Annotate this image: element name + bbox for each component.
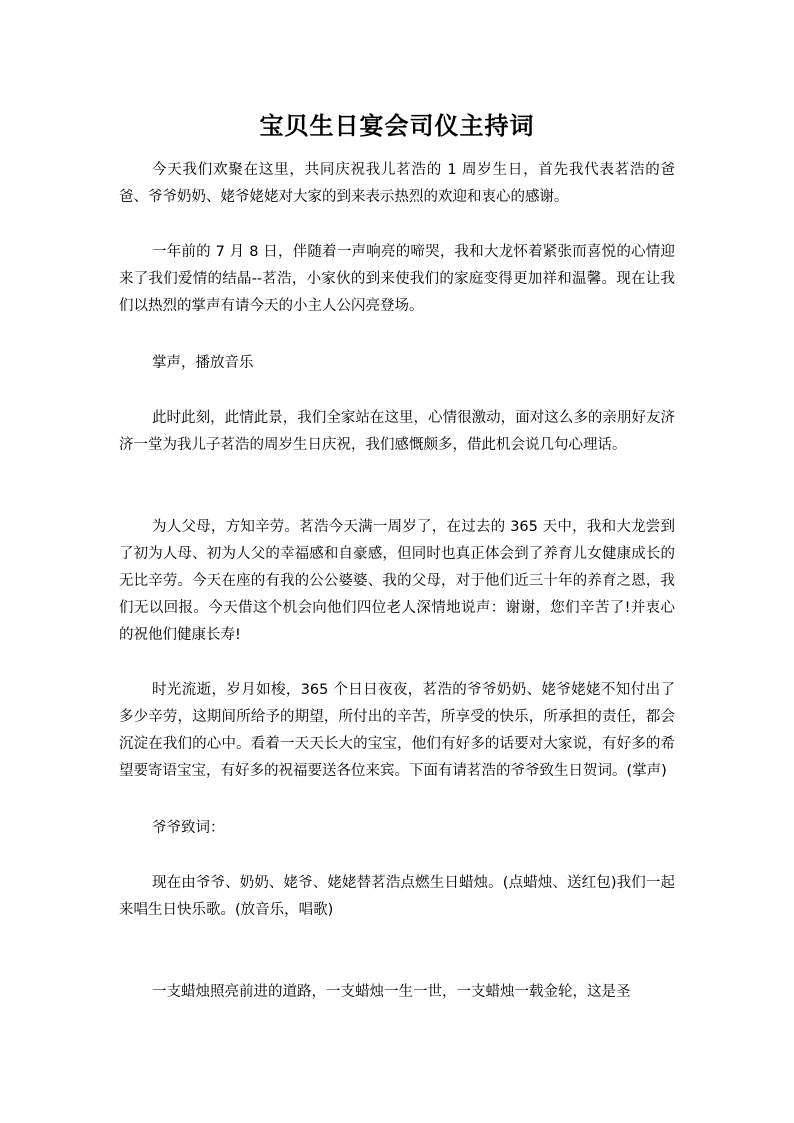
paragraph-parents: 为人父母，方知辛劳。茗浩今天满一周岁了，在过去的 365 天中，我和大龙尝到了初为人母、初为人父的幸福感和自豪感，但同时也真正体会到了养育儿女健康成长的无比辛劳。今天在座的有我的公公婆婆、我的父母，对于他们近三十年的养育之恩，我们无以回报。今天借这个机会向他们四位老人深情地说声：谢谢，您们辛苦了!并衷心的祝他们健康长寿! — [119, 519, 675, 643]
paragraph-candle-poem: 一支蜡烛照亮前进的道路，一支蜡烛一生一世，一支蜡烛一载金轮，这是圣 — [152, 984, 631, 1000]
paragraph-birth: 一年前的 7 月 8 日，伴随着一声响亮的啼哭，我和大龙怀着紧张而喜悦的心情迎来了我们爱情的结晶--茗浩，小家伙的到来使我们的家庭变得更加祥和温馨。现在让我们以热烈的掌声有请今天的小主人公闪亮登场。 — [119, 244, 675, 314]
paragraph-grandparents: 时光流逝，岁月如梭，365 个日日夜夜，茗浩的爷爷奶奶、姥爷姥姥不知付出了多少辛劳，这期间所给予的期望，所付出的辛苦，所享受的快乐，所承担的责任，都会沉淀在我们的心中。看着一天天长大的宝宝，他们有好多的话要对大家说，有好多的希望要寄语宝宝，有好多的祝福要送各位来宾。下面有请茗浩的爷爷致生日贺词。(掌声) — [119, 682, 675, 779]
paragraph-welcome: 今天我们欢聚在这里，共同庆祝我儿茗浩的 1 周岁生日，首先我代表茗浩的爸爸、爷爷奶奶、姥爷姥姥对大家的到来表示热烈的欢迎和衷心的感谢。 — [119, 162, 675, 205]
paragraph-grandpa-speech: 爷爷致词： — [152, 820, 225, 836]
paragraph-gratitude: 此时此刻，此情此景，我们全家站在这里，心情很激动，面对这么多的亲朋好友济济一堂为我儿子茗浩的周岁生日庆祝，我们感慨颇多，借此机会说几句心理话。 — [119, 410, 675, 453]
document-title: 宝贝生日宴会司仪主持词 — [259, 112, 535, 140]
paragraph-candles: 现在由爷爷、奶奶、姥爷、姥姥替茗浩点燃生日蜡烛。(点蜡烛、送红包)我们一起来唱生日快乐歌。(放音乐，唱歌) — [119, 875, 675, 918]
paragraph-stage-direction-music: 掌声，播放音乐 — [152, 355, 254, 371]
